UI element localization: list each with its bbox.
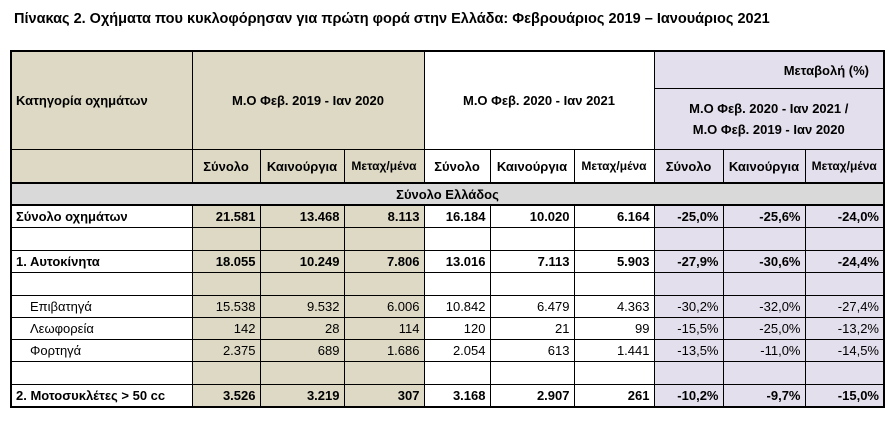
table-cell: 6.006 [344,296,424,318]
spacer-cell [723,228,805,251]
table-cell: 261 [574,385,654,408]
table-cell: 10.020 [490,205,574,228]
group2-header: Μ.Ο Φεβ. 2020 - Ιαν 2021 [424,51,654,150]
spacer-cell [805,228,884,251]
table-cell: 5.903 [574,251,654,273]
table-cell: 2.054 [424,340,490,362]
row-label: Φορτηγά [11,340,192,362]
spacer-cell [424,362,490,385]
spacer-cell [574,273,654,296]
section-header: Σύνολο Ελλάδος [11,183,884,205]
spacer-cell [490,273,574,296]
table-cell: 21.581 [192,205,260,228]
spacer-cell [424,273,490,296]
table-cell: 613 [490,340,574,362]
table-cell: 15.538 [192,296,260,318]
col-header-new-3: Καινούργια [723,150,805,184]
table-cell: -24,0% [805,205,884,228]
table-cell: 13.016 [424,251,490,273]
row-label: Επιβατηγά [11,296,192,318]
table-cell: 4.363 [574,296,654,318]
table-cell: -25,6% [723,205,805,228]
spacer-cell [344,362,424,385]
spacer-cell [11,273,192,296]
table-cell: -15,0% [805,385,884,408]
spacer-cell [490,362,574,385]
table-cell: -25,0% [654,205,723,228]
table-cell: -30,6% [723,251,805,273]
table-cell: 16.184 [424,205,490,228]
change-line-2: Μ.Ο Φεβ. 2019 - Ιαν 2020 [692,122,845,137]
spacer-cell [260,362,344,385]
table-cell: 3.219 [260,385,344,408]
col-header-used-1: Μεταχ/μένα [344,150,424,184]
spacer-cell [654,362,723,385]
table-cell: 21 [490,318,574,340]
col-header-new-1: Καινούργια [260,150,344,184]
col-header-new-2: Καινούργια [490,150,574,184]
row-label: 1. Αυτοκίνητα [11,251,192,273]
table-cell: -30,2% [654,296,723,318]
table-cell: 120 [424,318,490,340]
table-cell: 1.686 [344,340,424,362]
col-header-total-3: Σύνολο [654,150,723,184]
table-cell: 10.249 [260,251,344,273]
spacer-cell [805,273,884,296]
spacer-cell [723,273,805,296]
table-cell: -27,4% [805,296,884,318]
group1-header: Μ.Ο Φεβ. 2019 - Ιαν 2020 [192,51,424,150]
spacer-cell [344,228,424,251]
spacer-cell [654,273,723,296]
spacer-cell [805,362,884,385]
spacer-cell [192,273,260,296]
table-cell: 13.468 [260,205,344,228]
table-cell: 28 [260,318,344,340]
change-line-1: Μ.Ο Φεβ. 2020 - Ιαν 2021 / [689,101,849,116]
row-label: Λεωφορεία [11,318,192,340]
table-cell: -32,0% [723,296,805,318]
col-header-used-3: Μεταχ/μένα [805,150,884,184]
table-cell: 142 [192,318,260,340]
col-header-total-1: Σύνολο [192,150,260,184]
table-cell: 7.113 [490,251,574,273]
spacer-cell [344,273,424,296]
table-cell: 8.113 [344,205,424,228]
table-cell: -14,5% [805,340,884,362]
table-cell: 1.441 [574,340,654,362]
table-cell: 3.168 [424,385,490,408]
change-header: Μεταβολή (%) [654,51,884,89]
spacer-cell [490,228,574,251]
table-cell: 9.532 [260,296,344,318]
table-cell: 307 [344,385,424,408]
spacer-cell [723,362,805,385]
spacer-cell [11,362,192,385]
spacer-cell [574,228,654,251]
spacer-cell [424,228,490,251]
table-cell: 2.375 [192,340,260,362]
table-cell: 3.526 [192,385,260,408]
col-header-total-2: Σύνολο [424,150,490,184]
table-cell: 6.164 [574,205,654,228]
table-cell: -25,0% [723,318,805,340]
table-cell: -27,9% [654,251,723,273]
table-cell: -13,5% [654,340,723,362]
spacer-cell [192,362,260,385]
table-cell: -10,2% [654,385,723,408]
table-cell: 689 [260,340,344,362]
change-subheader [654,89,884,150]
row-label: Σύνολο οχημάτων [11,205,192,228]
table-cell: 99 [574,318,654,340]
table-cell: 10.842 [424,296,490,318]
table-cell: -13,2% [805,318,884,340]
spacer-cell [260,228,344,251]
table-cell: -9,7% [723,385,805,408]
table-cell: 18.055 [192,251,260,273]
table-cell: 2.907 [490,385,574,408]
table-cell: 114 [344,318,424,340]
table-cell: 7.806 [344,251,424,273]
table-cell: 6.479 [490,296,574,318]
spacer-cell [574,362,654,385]
table-cell: -24,4% [805,251,884,273]
row-label: 2. Μοτοσυκλέτες > 50 cc [11,385,192,408]
spacer-cell [654,228,723,251]
category-subheader-empty [11,150,192,184]
col-header-used-2: Μεταχ/μένα [574,150,654,184]
table-cell: -11,0% [723,340,805,362]
table-title: Πίνακας 2. Οχήματα που κυκλοφόρησαν για πρώτη φορά στην Ελλάδα: Φεβρουάριος 2019 – Ιανουάριος 2021 [14,11,770,27]
spacer-cell [260,273,344,296]
category-header: Κατηγορία οχημάτων [11,51,192,150]
vehicles-table [10,50,885,408]
table-cell: -15,5% [654,318,723,340]
spacer-cell [192,228,260,251]
spacer-cell [11,228,192,251]
